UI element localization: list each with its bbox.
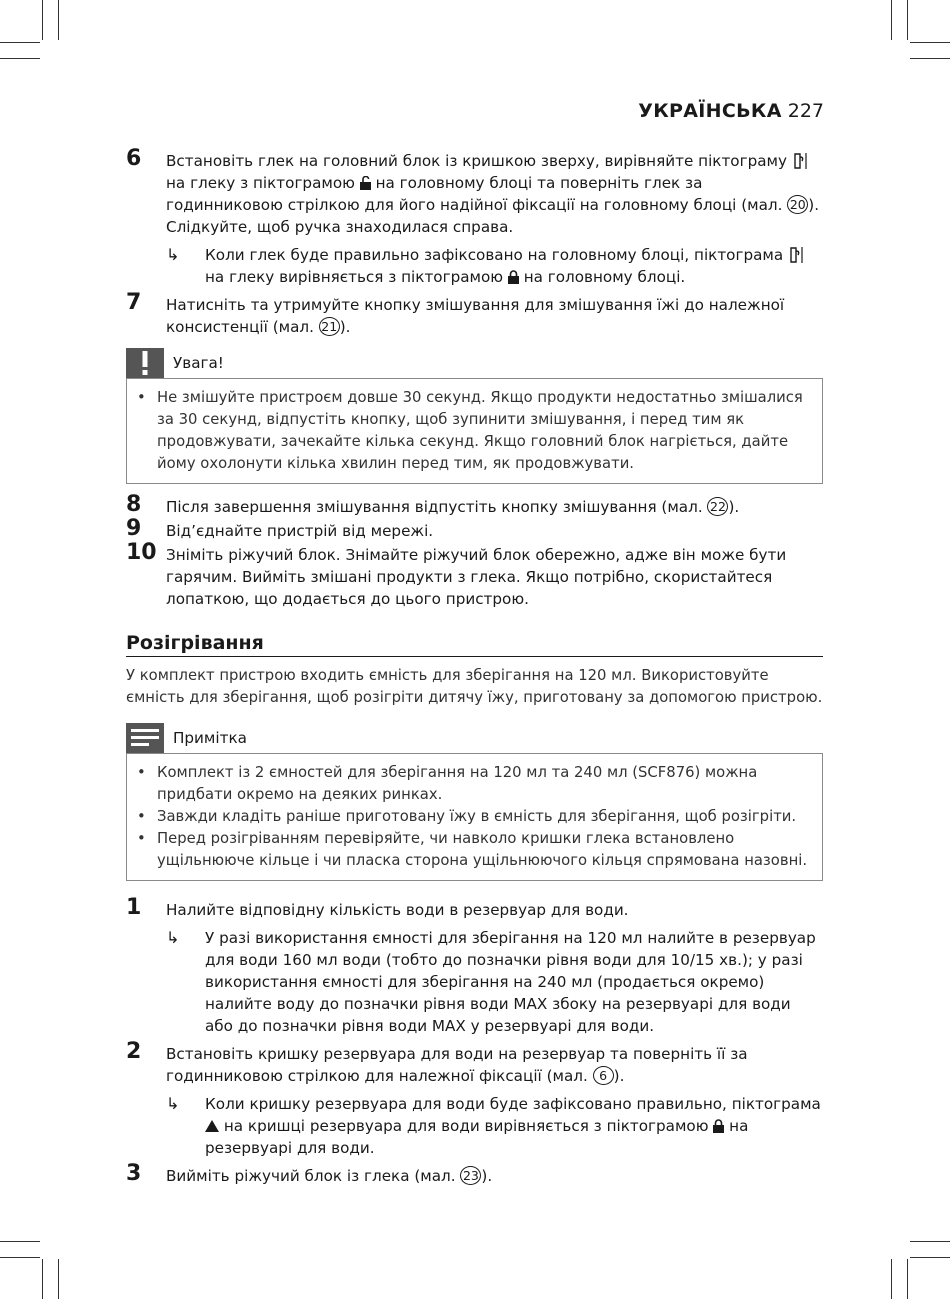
crop-mark [891,1259,892,1299]
crop-mark [0,1241,40,1242]
step-number: 1 [126,895,142,920]
step-text: ). Слідкуйте, щоб ручка знаходилася справа. [166,196,820,236]
warning-header [126,348,823,378]
triangle-icon [205,1120,219,1132]
step-text: Встановіть кришку резервуара для води на резервуар та поверніть її за годинниковою стрілкою для належної фіксації (мал. [166,1045,748,1085]
step-text: Зніміть ріжучий блок. Знімайте ріжучий блок обережно, адже він може бути гарячим. Вийміть змішані продукти з глека. Якщо потрібно, скористайтеся лопаткою, що додається до цього пристрою. [166,546,787,608]
step-text: ). [481,1167,493,1185]
crop-mark [910,42,950,43]
step-2 [126,1039,823,1087]
step-number: 8 [126,492,142,517]
result-text: Коли глек буде правильно зафіксовано на головному блоці, піктограма [205,246,788,264]
step-number: 10 [126,540,157,565]
note-title: Примітка [173,729,247,747]
jug-icon [792,153,810,169]
crop-mark [58,0,59,40]
page-content [126,146,823,1193]
note-item: • Комплект із 2 ємностей для зберігання на 120 мл та 240 мл (SCF876) можна придбати окремо на деяких ринках. [157,762,810,806]
step-number: 2 [126,1039,142,1064]
figure-ref: 21 [319,317,340,336]
note-header [126,723,823,753]
exclamation-icon [126,348,164,378]
result-text: на глеку вирівняється з піктограмою [205,268,508,286]
warning-item: • Не змішуйте пристроєм довше 30 секунд. Якщо продукти недостатньо змішалися за 30 секунд, відпустіть кнопку, щоб зупинити змішування, і перед тим як продовжувати, зачекайте кілька секунд. Якщо головний блок нагріється, дайте йому охолонути кілька хвилин перед тим, як продовжувати. [157,387,810,475]
crop-mark [910,1257,950,1258]
result-text: на головному блоці. [518,268,686,286]
crop-mark [891,0,892,40]
step-9 [126,516,823,542]
step-6-result [126,244,823,288]
result-text: Коли кришку резервуара для води буде зафіксовано правильно, піктограма [205,1095,821,1113]
page-header [638,100,824,122]
result-text: на кришці резервуара для води вирівняється з піктограмою [219,1117,714,1135]
locked-icon [508,270,519,284]
crop-mark [0,1257,40,1258]
crop-mark [0,58,40,59]
jug-icon [788,247,806,263]
result-text: на резервуарі для води. [205,1117,749,1157]
language-label: УКРАЇНСЬКА [638,100,782,122]
crop-mark [910,1241,950,1242]
crop-mark [58,1259,59,1299]
step-text: Вийміть ріжучий блок із глека (мал. [166,1167,461,1185]
result-arrow-icon: ↳ [166,245,180,264]
step-2-result [126,1093,823,1159]
note-item: • Завжди кладіть раніше приготовану їжу в ємність для зберігання, щоб розігріти. [157,806,810,828]
crop-mark [0,42,40,43]
section-title: Розігрівання [126,632,823,657]
result-arrow-icon: ↳ [166,928,180,947]
step-text: ). [339,318,351,336]
step-number: 3 [126,1161,142,1186]
note-item: • Перед розігріванням перевіряйте, чи навколо кришки глека встановлено ущільнююче кільце і чи пласка сторона ущільнюючого кільця спрямована назовні. [157,828,810,872]
step-3 [126,1161,823,1187]
figure-ref: 20 [787,195,808,214]
step-text: ). [728,498,740,516]
step-text: Після завершення змішування відпустіть кнопку змішування (мал. [166,498,708,516]
result-text: У разі використання ємності для зберігання на 120 мл налийте в резервуар для води 160 мл води (тобто до позначки рівня води для 10/15 хв.); у разі використання ємності для зберігання на 240 мл (продається окремо) налийте воду до позначки рівня води MAX збоку на резервуарі для води або до позначки рівня води MAX у резервуарі для води. [205,929,816,1035]
figure-ref: 23 [460,1166,481,1185]
note-box [126,753,823,881]
unlocked-icon [360,176,371,190]
note-lines-icon [126,723,164,753]
step-number: 6 [126,146,142,171]
result-arrow-icon: ↳ [166,1094,180,1113]
step-6 [126,146,823,238]
step-text: Налийте відповідну кількість води в резервуар для води. [166,901,629,919]
crop-mark [907,0,908,40]
crop-mark [910,58,950,59]
page-number: 227 [787,100,824,122]
crop-mark [907,1259,908,1299]
step-text: Від’єднайте пристрій від мережі. [166,522,434,540]
step-8 [126,492,823,518]
warning-box [126,378,823,484]
crop-mark [42,0,43,40]
step-7 [126,290,823,338]
step-number: 7 [126,290,142,315]
step-text: на глеку з піктограмою [166,174,360,192]
step-text: Натисніть та утримуйте кнопку змішування для змішування їжі до належної консистенції (мал. [166,296,785,336]
crop-mark [42,1259,43,1299]
warning-title: Увага! [173,354,224,372]
figure-ref: 22 [707,497,728,516]
step-1 [126,895,823,921]
step-1-result [126,927,823,1037]
step-10 [126,540,823,610]
step-text: ). [613,1067,625,1085]
step-text: Встановіть глек на головний блок із кришкою зверху, вирівняйте піктограму [166,152,792,170]
step-number: 9 [126,516,142,541]
section-intro: У комплект пристрою входить ємність для зберігання на 120 мл. Використовуйте ємність для зберігання, щоб розігріти дитячу їжу, приготовану за допомогою пристрою. [126,667,823,706]
step-text: на головному блоці та поверніть глек за годинниковою стрілкою для його надійної фіксації на головному блоці (мал. [166,174,788,214]
locked-icon [713,1119,724,1133]
figure-ref: 6 [593,1066,614,1085]
